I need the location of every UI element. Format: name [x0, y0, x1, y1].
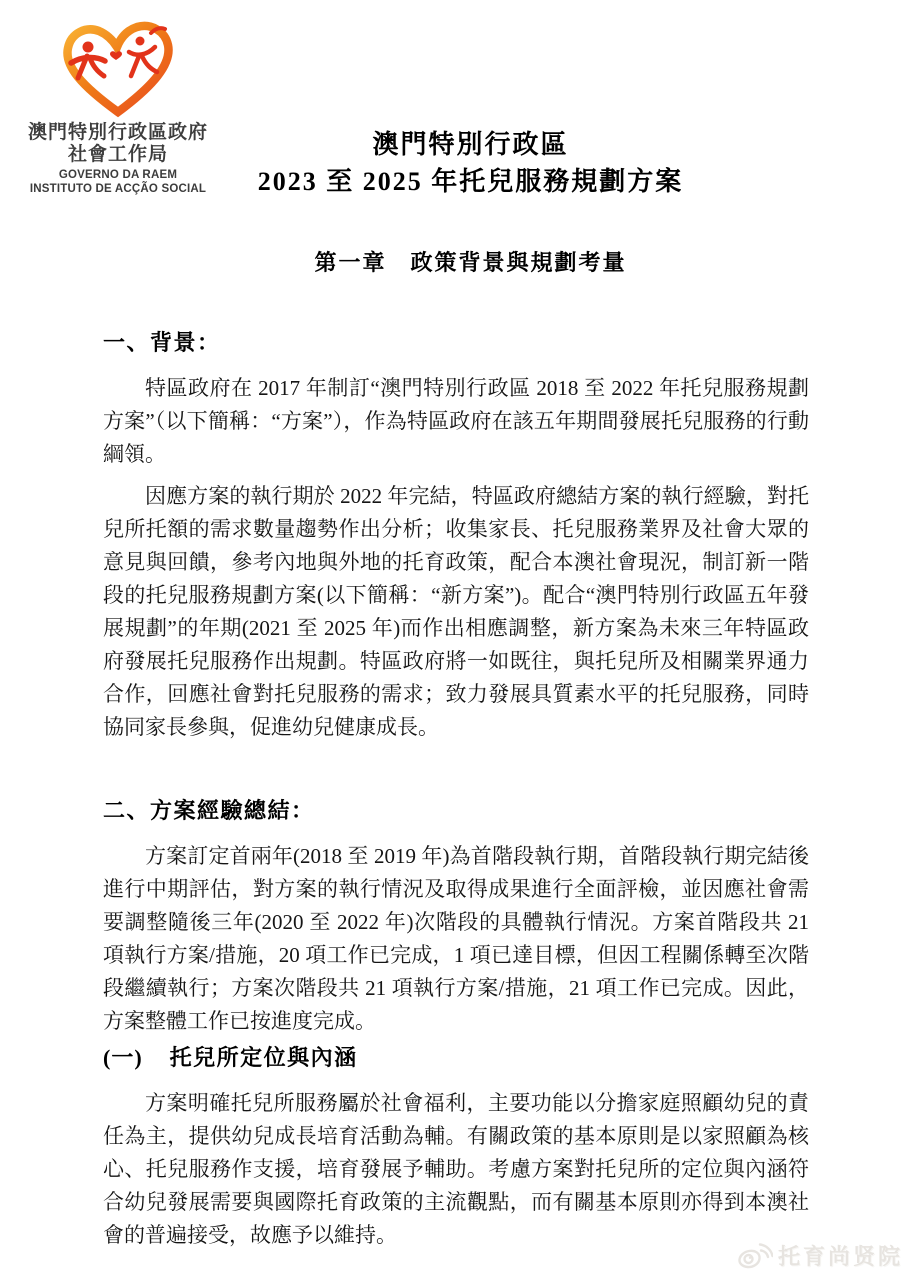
section-2-heading: 二、方案經驗總結：: [103, 798, 315, 823]
section-1-paragraph-1: 特區政府在 2017 年制訂“澳門特別行政區 2018 至 2022 年托兒服務規劃方案”（以下簡稱：“方案”），作為特區政府在該五年期間發展托兒服務的行動綱領。: [103, 376, 809, 466]
org-name-pt-line2: INSTITUTO DE ACÇÃO SOCIAL: [29, 183, 207, 195]
watermark-text: 托育尚贤院: [777, 1244, 903, 1269]
section-1-heading: 一、背景：: [103, 330, 221, 355]
heart-figures-logo-icon: [52, 20, 184, 120]
org-name-pt-line1: GOVERNO DA RAEM: [58, 169, 178, 181]
section-2-paragraph-1: 方案訂定首兩年(2018 至 2019 年)為首階段執行期，首階段執行期完結後進行中期評估，對方案的執行情況及取得成果進行全面評檢，並因應社會需要調整隨後三年(2020 至 2022 年)次階段的具體執行情況。方案首階段共 21 項執行方案/措施，20 項工作已完成，1 項已達目標，但因工程關係轉至次階段繼續執行；方案次階段共 21 項執行方案/措施，21 項工作已完成。因此，方案整體工作已按進度完成。: [103, 844, 809, 1033]
document-title-line1: 澳門特別行政區: [372, 130, 569, 159]
watermark: [735, 1240, 903, 1271]
org-name-zh-line2: 社會工作局: [67, 144, 168, 165]
chapter-heading: 第一章 政策背景與規劃考量: [314, 250, 627, 275]
section-1-paragraph-2: 因應方案的執行期於 2022 年完結，特區政府總結方案的執行經驗，對托兒所托額的需求數量趨勢作出分析；收集家長、托兒服務業界及社會大眾的意見與回饋，參考內地與外地的托育政策，配合本澳社會現況，制訂新一階段的托兒服務規劃方案(以下簡稱：“新方案”)。配合“澳門特別行政區五年發展規劃”的年期(2021 至 2025 年)而作出相應調整，新方案為未來三年特區政府發展托兒服務作出規劃。特區政府將一如既往，與托兒所及相關業界通力合作，回應社會對托兒服務的需求；致力發展具質素水平的托兒服務，同時協同家長參與，促進幼兒健康成長。: [103, 484, 809, 739]
subsection-1-number: (一): [103, 1045, 143, 1070]
document-body: [103, 326, 809, 1252]
org-name-zh-line1: 澳門特別行政區政府: [27, 122, 208, 143]
weibo-icon: [735, 1241, 773, 1271]
document-title-line2: 2023 至 2025 年托兒服務規劃方案: [257, 167, 684, 196]
subsection-1-title: 托兒所定位與內涵: [169, 1045, 358, 1070]
subsection-1-paragraph-1: 方案明確托兒所服務屬於社會福利，主要功能以分擔家庭照顧幼兒的責任為主，提供幼兒成長培育活動為輔。有關政策的基本原則是以家照顧為核心、托兒服務作支援，培育發展予輔助。考慮方案對托兒所的定位與內涵符合幼兒發展需要與國際托育政策的主流觀點，而有關基本原則亦得到本澳社會的普遍接受，故應予以維持。: [103, 1091, 809, 1247]
subsection-1-heading: [103, 1041, 809, 1075]
document-title: [30, 126, 911, 200]
